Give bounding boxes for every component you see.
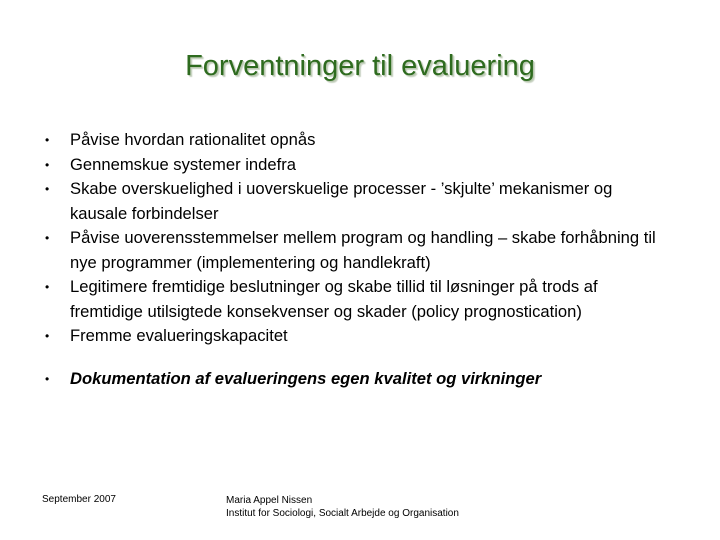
bullet-text: Skabe overskuelighed i uoverskuelige processer - ’skjulte’ mekanismer og kausale forbindelser: [70, 179, 613, 223]
bullet-icon: •: [45, 231, 50, 245]
bullet-text: Legitimere fremtidige beslutninger og skabe tillid til løsninger på trods af fremtidige utilsigtede konsekvenser og skader (policy prognostication): [70, 277, 598, 321]
bullet-icon: •: [45, 280, 50, 294]
bullet-text: Gennemskue systemer indefra: [70, 154, 296, 174]
list-item: [42, 177, 672, 226]
bullet-icon: •: [45, 133, 50, 147]
bullet-icon: •: [45, 329, 50, 343]
bullet-text: Fremme evalueringskapacitet: [70, 326, 288, 345]
list-item: [42, 275, 672, 324]
bullet-icon: •: [45, 182, 50, 196]
list-item: [42, 128, 672, 153]
footer-institution: Institut for Sociologi, Socialt Arbejde og Organisation: [226, 508, 459, 519]
bullet-text: Påvise uoverensstemmelser mellem program og handling – skabe forhåbning til nye programmer (implementering og handlekraft): [70, 228, 656, 272]
footer-date: September 2007: [42, 494, 116, 505]
bullet-list: [42, 128, 672, 391]
list-item: [42, 367, 672, 392]
page-title: Forventninger til evaluering: [185, 50, 535, 82]
list-item: [42, 324, 672, 349]
bullet-icon: •: [45, 371, 50, 386]
bullet-text: Påvise hvordan rationalitet opnås: [70, 130, 316, 149]
bullet-icon: •: [45, 157, 50, 172]
list-item: [42, 226, 672, 275]
bullet-text: Dokumentation af evalueringens egen kvalitet og virkninger: [70, 368, 542, 388]
footer-author-block: [226, 494, 459, 520]
footer-author: Maria Appel Nissen: [226, 495, 313, 506]
list-item: [42, 153, 672, 178]
